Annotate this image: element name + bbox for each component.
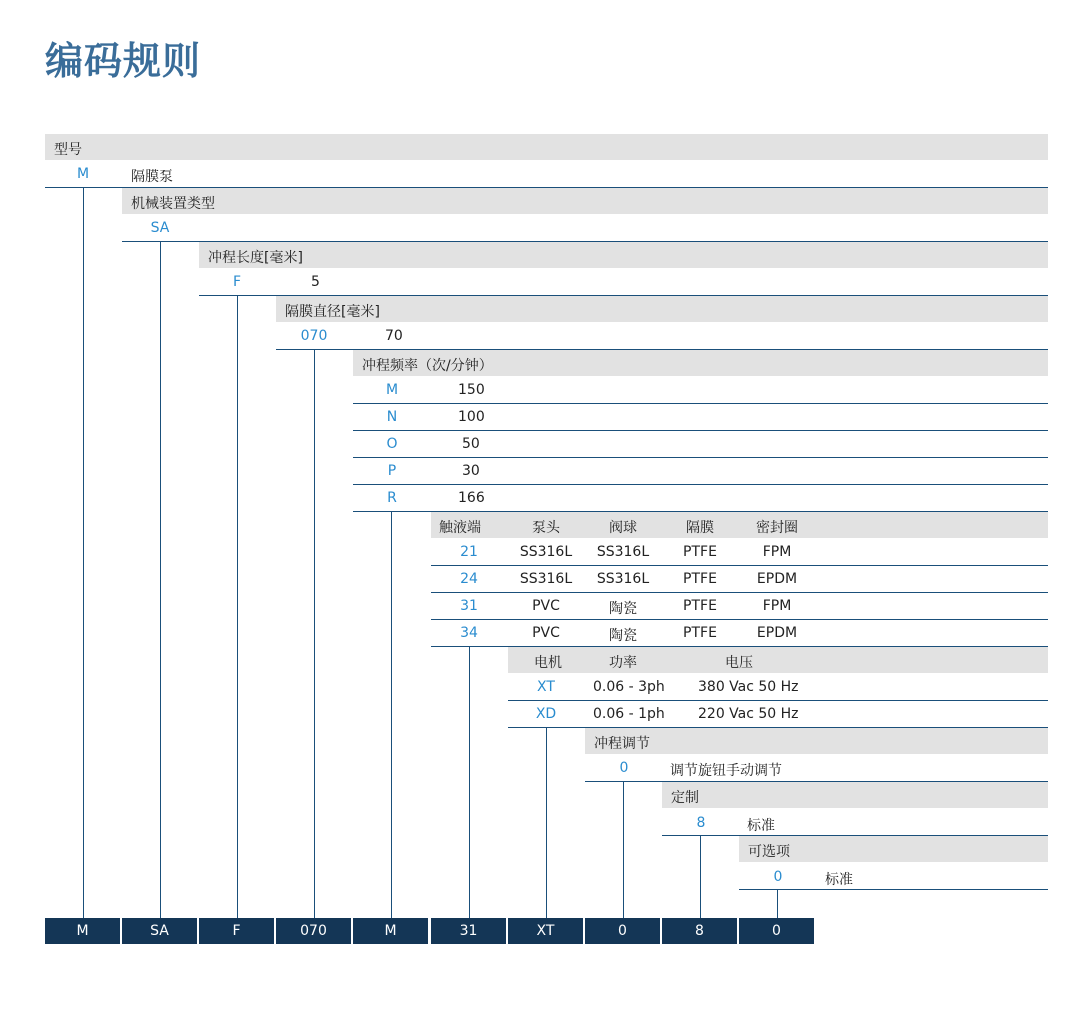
section-header-model: [45, 134, 1048, 160]
frequency-code: P: [387, 463, 397, 479]
frequency-value: 30: [462, 463, 480, 479]
section-header-mechanism: [122, 188, 1048, 214]
example-code-cell: 31: [431, 918, 506, 944]
row-divider: [431, 592, 1048, 593]
model-header: 型号: [54, 142, 82, 158]
mechanism-code: SA: [150, 220, 170, 236]
row-divider: [739, 889, 1048, 890]
wetted-code: 34: [460, 625, 478, 641]
optional-desc: 标准: [825, 872, 853, 888]
connector-line: [237, 295, 238, 918]
wetted-cell: 陶瓷: [609, 601, 637, 617]
connector-line: [700, 835, 701, 918]
motor-voltage: 220 Vac 50 Hz: [698, 706, 799, 722]
example-code-cell: M: [353, 918, 428, 944]
section-header-diaphragm: [276, 296, 1048, 322]
connector-line: [469, 646, 470, 918]
row-divider: [353, 484, 1048, 485]
connector-line: [83, 187, 84, 918]
wetted-cell: SS316L: [596, 544, 650, 560]
example-code-cell: 070: [276, 918, 351, 944]
wetted-code: 24: [460, 571, 478, 587]
motor-power: 0.06 - 1ph: [593, 706, 665, 722]
motor-header: 电机: [534, 655, 562, 671]
stroke-adjust-desc: 调节旋钮手动调节: [670, 763, 782, 779]
section-header-custom: [662, 782, 1048, 808]
section-header-optional: [739, 836, 1048, 862]
wetted-code: 31: [460, 598, 478, 614]
stroke-length-value: 5: [311, 274, 320, 290]
frequency-value: 150: [458, 382, 485, 398]
section-header-frequency: [353, 350, 1048, 376]
section-header-wetted: [431, 512, 1048, 538]
wetted-cell: SS316L: [519, 571, 573, 587]
model-code: M: [76, 166, 90, 182]
wetted-cell: PTFE: [683, 625, 717, 641]
example-code-cell: XT: [508, 918, 583, 944]
wetted-cell: SS316L: [519, 544, 573, 560]
frequency-code: R: [387, 490, 397, 506]
wetted-header: 密封圈: [756, 520, 798, 536]
wetted-cell: FPM: [762, 598, 792, 614]
example-code-cell: 0: [585, 918, 660, 944]
wetted-cell: 陶瓷: [609, 628, 637, 644]
wetted-cell: EPDM: [756, 571, 798, 587]
example-code-cell: M: [45, 918, 120, 944]
wetted-header: 泵头: [532, 520, 560, 536]
optional-header: 可选项: [748, 844, 790, 860]
frequency-header: 冲程频率（次/分钟）: [362, 358, 493, 374]
optional-code: 0: [773, 869, 783, 885]
frequency-value: 166: [458, 490, 485, 506]
wetted-cell: PTFE: [683, 544, 717, 560]
motor-header: 电压: [725, 655, 753, 671]
row-divider: [353, 457, 1048, 458]
frequency-code: N: [386, 409, 398, 425]
diaphragm-code: 070: [300, 328, 328, 344]
stroke-adjust-header: 冲程调节: [594, 736, 650, 752]
stroke-length-code: F: [232, 274, 242, 290]
connector-line: [160, 241, 161, 918]
section-header-stroke-adjust: [585, 728, 1048, 754]
connector-line: [623, 781, 624, 918]
wetted-header: 触液端: [439, 520, 481, 536]
frequency-code: M: [385, 382, 399, 398]
example-code-cell: F: [199, 918, 274, 944]
custom-header: 定制: [671, 790, 699, 806]
motor-code: XD: [535, 706, 557, 722]
wetted-cell: FPM: [762, 544, 792, 560]
connector-line: [546, 727, 547, 918]
wetted-header: 阀球: [609, 520, 637, 536]
wetted-cell: SS316L: [596, 571, 650, 587]
page-title: 编码规则: [45, 39, 202, 83]
section-header-stroke-length: [199, 242, 1048, 268]
motor-voltage: 380 Vac 50 Hz: [698, 679, 799, 695]
row-divider: [431, 565, 1048, 566]
wetted-cell: PVC: [532, 598, 560, 614]
stroke-length-header: 冲程长度[毫米]: [208, 250, 303, 266]
custom-desc: 标准: [747, 818, 775, 834]
stroke-adjust-code: 0: [619, 760, 629, 776]
row-divider: [508, 700, 1048, 701]
row-divider: [353, 430, 1048, 431]
custom-code: 8: [696, 815, 706, 831]
connector-line: [777, 889, 778, 918]
connector-line: [314, 349, 315, 918]
wetted-cell: EPDM: [756, 625, 798, 641]
wetted-cell: PVC: [532, 625, 560, 641]
row-divider: [431, 619, 1048, 620]
row-divider: [353, 403, 1048, 404]
motor-power: 0.06 - 3ph: [593, 679, 665, 695]
motor-header: 功率: [609, 655, 637, 671]
wetted-code: 21: [460, 544, 478, 560]
wetted-cell: PTFE: [683, 598, 717, 614]
mechanism-header: 机械装置类型: [131, 196, 215, 212]
diaphragm-value: 70: [385, 328, 403, 344]
example-code-cell: 8: [662, 918, 737, 944]
frequency-code: O: [386, 436, 398, 452]
frequency-value: 100: [458, 409, 485, 425]
wetted-cell: PTFE: [683, 571, 717, 587]
diaphragm-header: 隔膜直径[毫米]: [285, 304, 380, 320]
example-code-cell: SA: [122, 918, 197, 944]
model-desc: 隔膜泵: [131, 169, 173, 185]
connector-line: [391, 511, 392, 918]
frequency-value: 50: [462, 436, 480, 452]
motor-code: XT: [537, 679, 555, 695]
example-code-cell: 0: [739, 918, 814, 944]
wetted-header: 隔膜: [686, 520, 714, 536]
section-header-motor: [508, 647, 1048, 673]
